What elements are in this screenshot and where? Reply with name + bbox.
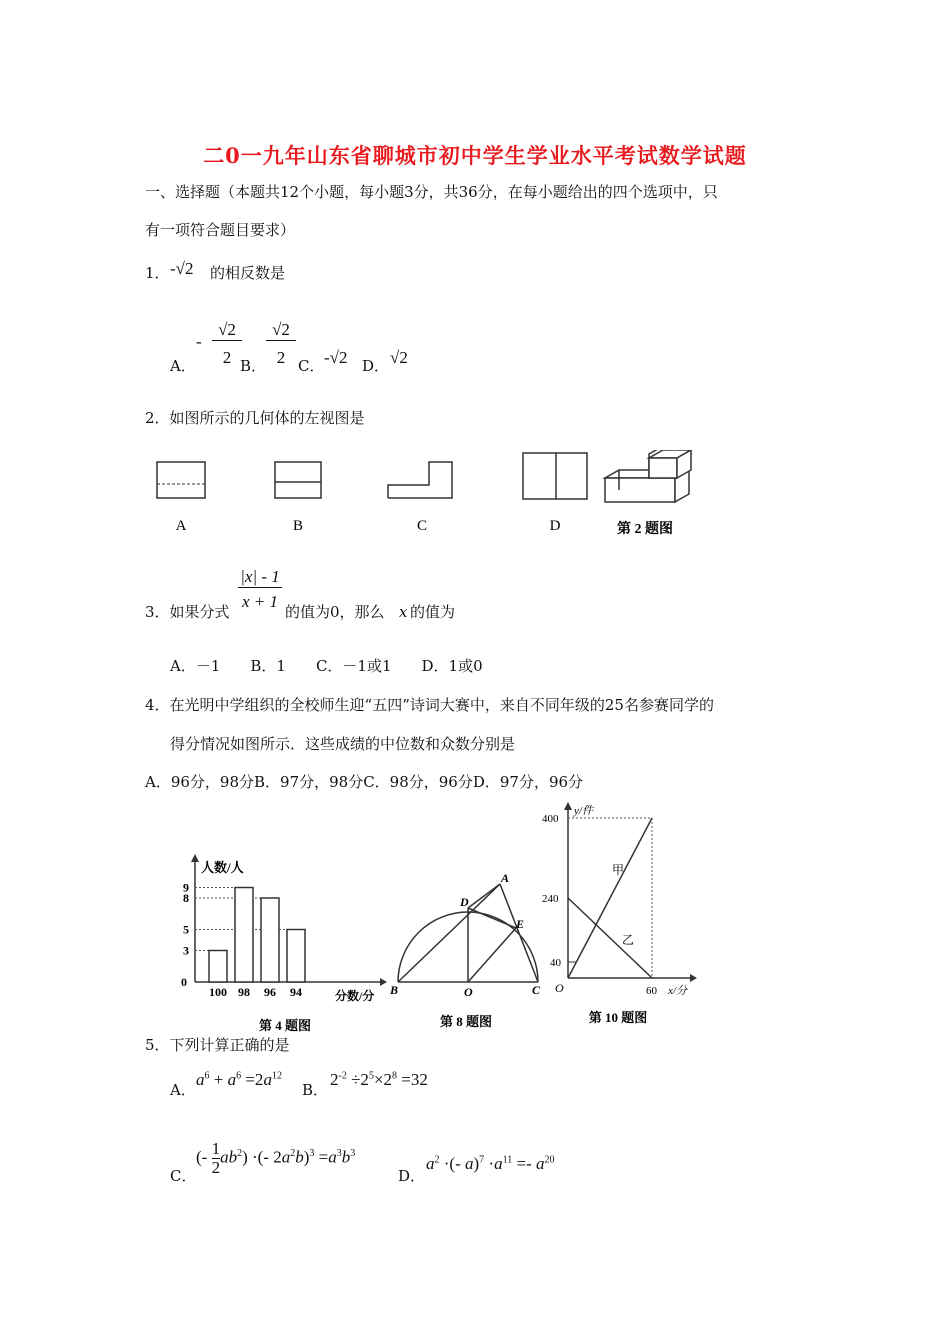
fig4-bar xyxy=(209,951,227,983)
q1-option-c-value: -√2 xyxy=(324,348,348,367)
q4-line2: 得分情况如图所示．这些成绩的中位数和众数分别是 xyxy=(170,735,516,753)
fig8-point-a: A xyxy=(501,871,510,885)
q2-figure xyxy=(145,450,715,550)
q1-option-d-value: √2 xyxy=(390,348,408,367)
fig4-ylabel: 人数/人 xyxy=(201,860,244,875)
fig4-x-tick-label: 100 xyxy=(209,985,227,999)
fig8-line-da xyxy=(468,884,500,908)
q1-option-c-label: C． xyxy=(298,357,325,375)
q5-option-d-label: D． xyxy=(398,1167,426,1185)
fig10-label-jia: 甲 xyxy=(612,863,625,877)
fig8-line-ba xyxy=(398,884,500,982)
q2-label-d: D xyxy=(549,518,561,534)
fig8-line-oe xyxy=(468,928,516,982)
fig4-y-tick-label: 9 xyxy=(183,880,189,895)
q3-options: A．－1 B．1 C．－1或1 D．1或0 xyxy=(170,657,483,675)
q2-option-c-view xyxy=(388,462,452,498)
q3-text-2: 的值为 xyxy=(410,603,456,621)
fig8-line-ac xyxy=(500,884,538,982)
q1-option-a-denominator: 2 xyxy=(222,348,232,367)
fig10-line-yi xyxy=(568,898,652,978)
fig10-tick-60: 60 xyxy=(646,985,657,997)
q2-option-b-view xyxy=(275,462,321,498)
fig4-bar xyxy=(235,888,253,983)
fig4-x-arrow xyxy=(380,978,387,986)
q2-label-a: A xyxy=(175,518,187,534)
q2-caption: 第 2 题图 xyxy=(617,522,673,537)
fig10-y-arrow xyxy=(564,802,572,810)
q2-text: 2．如图所示的几何体的左视图是 xyxy=(145,409,365,427)
page-title: 二0一九年山东省聊城市初中学生学业水平考试数学试题 xyxy=(203,143,747,168)
fig8-point-c: C xyxy=(532,983,541,997)
q5-option-b-label: B． xyxy=(302,1081,329,1099)
fig8-point-d: D xyxy=(460,895,469,909)
fig4-bar-chart xyxy=(175,850,390,1035)
fig10-tick-400: 400 xyxy=(542,813,559,825)
fig8-geometry xyxy=(388,870,548,1035)
section-heading-line2: 有一项符合题目要求） xyxy=(145,221,296,239)
fig4-x-tick-label: 98 xyxy=(238,985,250,999)
q2-label-b: B xyxy=(292,518,304,534)
fig8-point-b: B xyxy=(390,983,399,997)
fig4-y-tick-label: 8 xyxy=(183,891,189,905)
fig10-line-graph xyxy=(540,800,700,1032)
q2-solid-figure xyxy=(605,450,691,502)
q5-option-a-expr: $a^6 + a^6 =2a^{12}$ xyxy=(196,1070,282,1089)
q5-option-c-expr: (- $\frac{1}{2}$ $ab^2$) ·(- $2a^2b)^3 =a^3b^3$ xyxy=(196,1139,356,1177)
q4-line1: 4．在光明中学组织的全校师生迎“五四”诗词大赛中，来自不同年级的25名参赛同学的 xyxy=(145,696,714,714)
fig10-origin: O xyxy=(555,981,564,995)
fig8-line-de xyxy=(468,908,516,928)
q1-option-a-sign: - xyxy=(196,332,202,351)
q1-option-d-label: D． xyxy=(362,357,390,375)
q3-denominator: x + 1 xyxy=(241,592,279,611)
fig4-origin: 0 xyxy=(181,975,187,989)
fig4-caption: 第 4 题图 xyxy=(258,1018,312,1033)
q1-option-b-denominator: 2 xyxy=(276,348,286,367)
fig10-tick-40-label: 40 xyxy=(550,957,561,969)
fig10-x-arrow xyxy=(690,974,697,982)
q5-option-a-label: A． xyxy=(170,1081,196,1099)
q3-number: 3．如果分式 xyxy=(145,603,230,621)
fig4-x-tick-label: 96 xyxy=(264,985,276,999)
fig8-caption: 第 8 题图 xyxy=(439,1014,493,1029)
q1-option-a-label: A． xyxy=(170,357,196,375)
q2-option-d-view xyxy=(523,453,587,499)
fig4-y-tick-label: 5 xyxy=(183,922,189,937)
q1-text: 的相反数是 xyxy=(210,264,286,282)
q5-option-d-expr: $a^2$ ·(- $a)^7 \cdot a^{11} =- a^{20}$ xyxy=(426,1154,555,1173)
q1-number: 1． xyxy=(145,264,170,282)
fig10-line-jia xyxy=(568,818,652,978)
fig8-point-e: E xyxy=(516,917,525,931)
q1-option-a-numerator: √2 xyxy=(212,320,242,341)
q2-label-c: C xyxy=(416,518,428,534)
q1-expression: -√2 xyxy=(170,259,194,278)
q1-option-b-numerator: √2 xyxy=(266,320,296,341)
fig4-bar xyxy=(261,898,279,982)
q5-option-c-label: C． xyxy=(170,1167,197,1185)
fig10-caption: 第 10 题图 xyxy=(588,1010,648,1025)
q5-option-b-expr: $2^{-2} \div 2^5\times 2^8 =32$ xyxy=(330,1070,428,1089)
fig4-y-tick-label: 3 xyxy=(183,943,189,958)
fig4-xlabel: 分数/分 xyxy=(335,989,375,1003)
q2-option-a-view xyxy=(157,462,205,498)
fig4-x-tick-label: 94 xyxy=(290,985,302,999)
fig10-label-yi: 乙 xyxy=(622,933,635,947)
fig10-xlabel: x/分 xyxy=(668,985,687,997)
q4-options: A．96分，98分B．97分，98分C．98分，96分D．97分，96分 xyxy=(145,773,584,791)
section-heading-line1: 一、选择题（本题共12个小题，每小题3分，共36分，在每小题给出的四个选项中，只 xyxy=(145,183,718,201)
q3-variable: x xyxy=(399,603,408,621)
fig8-point-o: O xyxy=(464,985,473,999)
q3-text-1: 的值为0，那么 xyxy=(285,603,385,621)
fig4-y-arrow xyxy=(191,854,199,862)
fig10-ylabel: y/件 xyxy=(574,805,593,817)
q3-numerator: |x| - 1 xyxy=(238,567,282,588)
q1-option-b-label: B． xyxy=(240,357,267,375)
q5-text: 5．下列计算正确的是 xyxy=(145,1036,290,1054)
fig10-tick-240: 240 xyxy=(542,893,559,905)
fig4-bar xyxy=(287,930,305,983)
